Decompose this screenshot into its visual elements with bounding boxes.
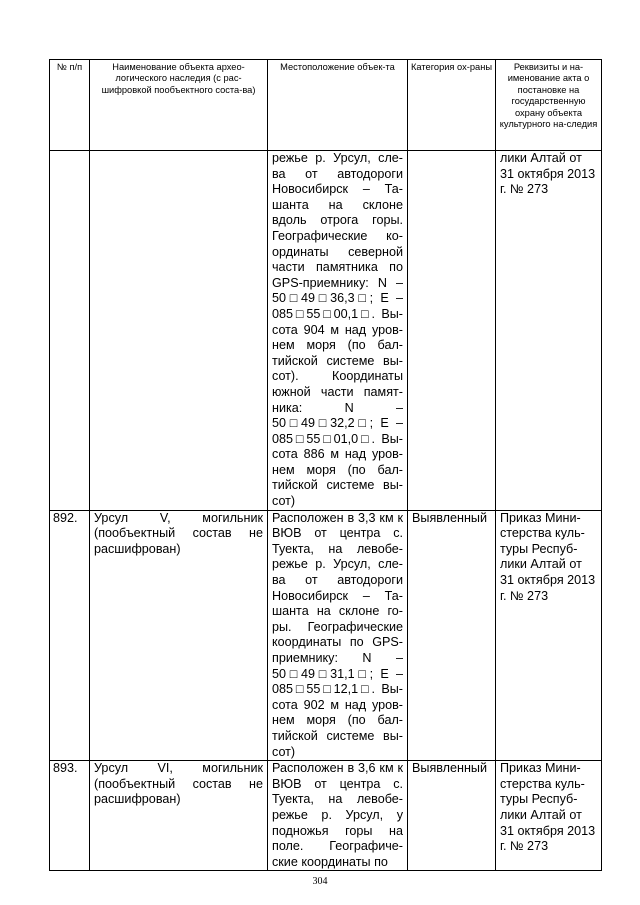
page-number: 304 xyxy=(312,876,328,887)
object-name xyxy=(90,151,268,511)
act-details: Приказ Мини-стерства куль-туры Респуб-лики Алтай от 31 октября 2013 г. № 273 xyxy=(496,761,602,871)
object-location: режье р. Урсул, сле-ва от автодороги Новосибирск – Та-шанта на склоне вдоль отрога горы. Географические ко-ординаты северной части памятника по GPS-приемнику: N – 50□49□36,3□; E – 085□55□00,1□. Вы-сота 904 м над уров-нем моря (по бал-тийской системе вы-сот). Координаты южной части памят-ника: N – 50□49□32,2□; E – 085□55□01,0□. Вы-сота 886 м над уров-нем моря (по бал-тийской системе вы-сот) xyxy=(268,151,408,511)
protection-category xyxy=(408,151,496,511)
header-number: № п/п xyxy=(50,60,90,151)
heritage-register-table xyxy=(49,59,602,871)
row-number: 893. xyxy=(50,761,90,871)
header-act-details: Реквизиты и на-именование акта о постановке на государственную охрану объекта культурного на-следия xyxy=(496,60,602,151)
row-number: 892. xyxy=(50,510,90,761)
protection-category: Выявленный xyxy=(408,761,496,871)
header-object-name: Наименование объекта архео-логического наследия (с рас-шифровкой пообъектного соста-ва) xyxy=(90,60,268,151)
header-protection-category: Категория ох-раны xyxy=(408,60,496,151)
protection-category: Выявленный xyxy=(408,510,496,761)
act-details: лики Алтай от 31 октября 2013 г. № 273 xyxy=(496,151,602,511)
act-details: Приказ Мини-стерства куль-туры Респуб-лики Алтай от 31 октября 2013 г. № 273 xyxy=(496,510,602,761)
table-row xyxy=(50,761,602,871)
object-location: Расположен в 3,6 км к ВЮВ от центра с. Туекта, на левобе-режье р. Урсул, у подножья горы на поле. Географиче-ские координаты по xyxy=(268,761,408,871)
table-header-row xyxy=(50,60,602,151)
table-row xyxy=(50,510,602,761)
object-name: Урсул V, могильник (пообъектный состав не расшифрован) xyxy=(90,510,268,761)
table-row xyxy=(50,151,602,511)
object-location: Расположен в 3,3 км к ВЮВ от центра с. Туекта, на левобе-режье р. Урсул, сле-ва от автодороги Новосибирск – Та-шанта на склоне го-ры. Географические координаты по GPS-приемнику: N – 50□49□31,1□; E – 085□55□12,1□. Вы-сота 902 м над уров-нем моря (по бал-тийской системе вы-сот) xyxy=(268,510,408,761)
object-name: Урсул VI, могильник (пообъектный состав не расшифрован) xyxy=(90,761,268,871)
row-number xyxy=(50,151,90,511)
header-location: Местоположение объек-та xyxy=(268,60,408,151)
